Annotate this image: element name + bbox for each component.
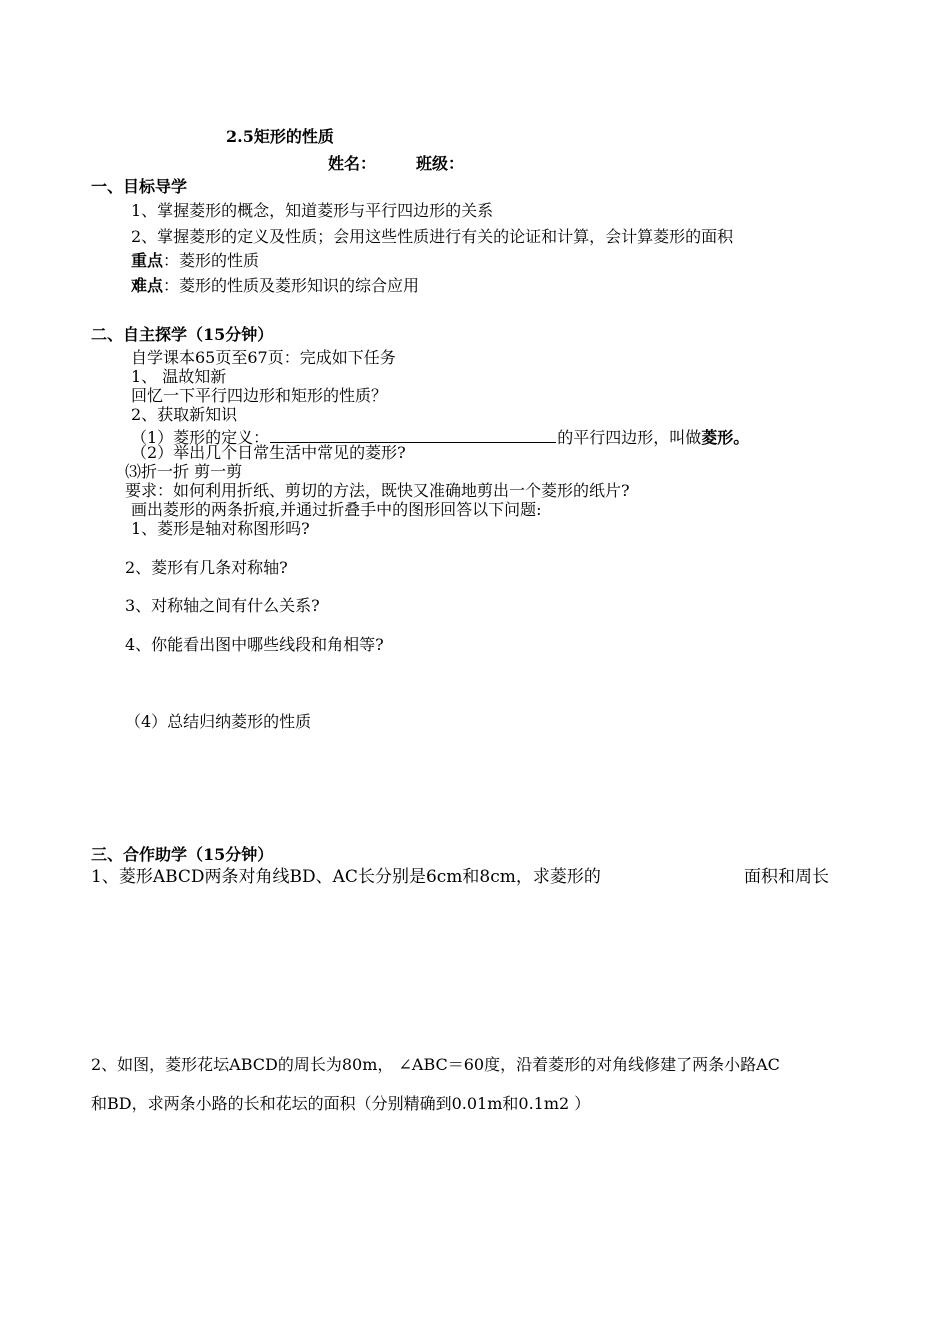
difficulty-label: 难点 xyxy=(131,276,164,295)
section1-heading: 一、目标导学 xyxy=(91,177,188,196)
requirement: 要求：如何利用折纸、剪切的方法，既快又准确地剪出一个菱形的纸片? xyxy=(125,481,630,500)
key-text: ：菱形的性质 xyxy=(163,251,260,270)
goal-1: 1、掌握菱形的概念，知道菱形与平行四边形的关系 xyxy=(131,201,494,220)
class-label: 班级： xyxy=(416,154,465,173)
problem-1-part-a: 1、菱形ABCD两条对角线BD、AC长分别是6cm和8cm，求菱形的 xyxy=(91,867,601,887)
draw-instruction: 画出菱形的两条折痕,并通过折叠手中的图形回答以下问题: xyxy=(131,500,542,519)
summary-task: （4）总结归纳菱形的性质 xyxy=(125,712,312,731)
item-new-knowledge: 2、获取新知识 xyxy=(131,405,238,424)
examples-question: （2）举出几个日常生活中常见的菱形? xyxy=(131,443,406,462)
fold-cut: ⑶折一折 剪一剪 xyxy=(125,462,243,481)
definition-prefix: （1）菱形的定义： xyxy=(131,428,270,447)
question-2: 2、菱形有几条对称轴? xyxy=(125,558,288,577)
problem-2-line-2: 和BD，求两条小路的长和花坛的面积（分别精确到0.01m和0.1m2 ） xyxy=(91,1094,591,1113)
question-4: 4、你能看出图中哪些线段和角相等? xyxy=(125,635,384,654)
question-3: 3、对称轴之间有什么关系? xyxy=(125,596,320,615)
goal-2: 2、掌握菱形的定义及性质；会用这些性质进行有关的论证和计算，会计算菱形的面积 xyxy=(131,227,734,246)
self-study-intro: 自学课本65页至67页：完成如下任务 xyxy=(131,348,396,367)
difficulty-text: ：菱形的性质及菱形知识的综合应用 xyxy=(163,276,420,295)
key-label: 重点 xyxy=(131,251,164,270)
section2-heading: 二、自主探学（15分钟） xyxy=(91,325,274,344)
item-review-question: 回忆一下平行四边形和矩形的性质？ xyxy=(131,386,388,405)
page-title: 2.5矩形的性质 xyxy=(226,127,334,146)
key-point xyxy=(131,253,259,269)
name-label: 姓名： xyxy=(328,154,377,173)
section3-heading: 三、合作助学（15分钟） xyxy=(91,845,274,864)
definition-term: 菱形。 xyxy=(701,428,750,447)
item-review: 1、 温故知新 xyxy=(131,367,227,386)
definition-suffix: 的平行四边形，叫做 xyxy=(557,428,702,447)
definition-blank[interactable] xyxy=(270,426,556,443)
problem-1-part-b: 面积和周长 xyxy=(744,867,829,887)
problem-2-line-1: 2、如图，菱形花坛ABCD的周长为80m， ∠ABC＝60度，沿着菱形的对角线修建了两条小路AC xyxy=(91,1055,780,1074)
difficulty-point xyxy=(131,278,419,294)
question-1: 1、菱形是轴对称图形吗? xyxy=(131,519,310,538)
